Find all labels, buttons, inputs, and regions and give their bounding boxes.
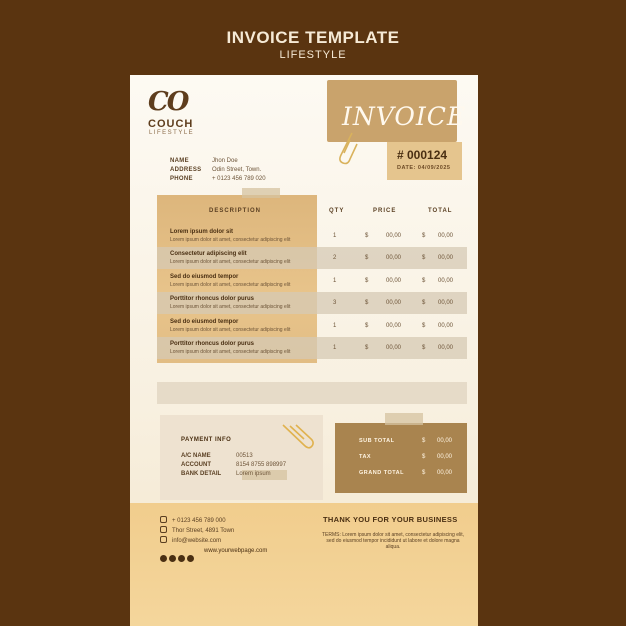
item-qty: 1 xyxy=(333,323,337,329)
item-price: 00,00 xyxy=(386,278,402,284)
brand-tagline: LIFESTYLE xyxy=(149,130,195,136)
item-total: 00,00 xyxy=(438,278,454,284)
subtotal-currency: $ xyxy=(422,438,426,444)
tax-currency: $ xyxy=(422,454,426,460)
payment-label: ACCOUNT xyxy=(181,462,211,468)
instagram-icon[interactable] xyxy=(160,555,167,562)
email-icon xyxy=(160,536,167,543)
col-price: PRICE xyxy=(373,208,397,214)
client-phone-value: + 0123 456 789 020 xyxy=(212,176,266,182)
payment-value: Lorem ipsum xyxy=(236,471,271,477)
logo-mark: CO xyxy=(148,87,188,117)
footer-email xyxy=(160,536,221,544)
tape xyxy=(242,188,280,198)
invoice-page xyxy=(130,75,478,626)
paperclip-icon xyxy=(336,130,358,166)
client-phone-row xyxy=(170,176,266,182)
tax-label: TAX xyxy=(359,454,372,460)
item-price-currency: $ xyxy=(365,323,369,329)
item-total: 00,00 xyxy=(438,323,454,329)
banner-subtitle: LIFESTYLE xyxy=(279,49,347,61)
social-icons xyxy=(160,548,196,566)
grand-total-label: GRAND TOTAL xyxy=(359,470,405,476)
grand-total-currency: $ xyxy=(422,470,426,476)
col-description: DESCRIPTION xyxy=(209,208,262,214)
phone-icon xyxy=(160,516,167,523)
location-icon xyxy=(160,526,167,533)
footer-address-text: Thor Street, 4891 Town xyxy=(172,528,235,534)
item-title: Sed do eiusmod tempor xyxy=(170,274,239,280)
empty-row xyxy=(157,382,467,404)
client-address-value: Odin Street, Town. xyxy=(212,167,262,173)
footer-phone xyxy=(160,516,226,524)
payment-heading: PAYMENT INFO xyxy=(181,437,232,443)
item-total-currency: $ xyxy=(422,300,426,306)
x-icon[interactable] xyxy=(178,555,185,562)
item-qty: 1 xyxy=(333,233,337,239)
payment-value: 00513 xyxy=(236,453,253,459)
item-qty: 1 xyxy=(333,345,337,351)
item-price: 00,00 xyxy=(386,323,402,329)
item-price-currency: $ xyxy=(365,278,369,284)
client-name-row xyxy=(170,158,238,164)
item-total-currency: $ xyxy=(422,345,426,351)
client-phone-label: PHONE xyxy=(170,176,193,182)
item-desc: Lorem ipsum dolor sit amet, consectetur adipiscing elit xyxy=(170,349,291,355)
col-qty: QTY xyxy=(329,208,345,214)
item-price: 00,00 xyxy=(386,233,402,239)
footer-phone-text: + 0123 456 789 000 xyxy=(172,518,226,524)
subtotal-value: 00,00 xyxy=(437,438,453,444)
item-total: 00,00 xyxy=(438,345,454,351)
tax-value: 00,00 xyxy=(437,454,453,460)
payment-row xyxy=(181,453,253,459)
item-price: 00,00 xyxy=(386,255,402,261)
thank-you-text: THANK YOU FOR YOUR BUSINESS xyxy=(323,515,458,524)
col-total: TOTAL xyxy=(428,208,453,214)
payment-row xyxy=(181,471,271,477)
item-price-currency: $ xyxy=(365,233,369,239)
item-price: 00,00 xyxy=(386,345,402,351)
banner-title: INVOICE TEMPLATE xyxy=(226,28,400,47)
client-address-label: ADDRESS xyxy=(170,167,202,173)
brand-name: COUCH xyxy=(148,118,194,130)
terms-text: TERMS: Lorem ipsum dolor sit amet, consectetur adipiscing elit, sed do eiusmod tempor incididunt ut labore et dolore magna aliqua. xyxy=(322,532,464,550)
item-qty: 2 xyxy=(333,255,337,261)
item-total-currency: $ xyxy=(422,278,426,284)
item-total-currency: $ xyxy=(422,233,426,239)
payment-row xyxy=(181,462,286,468)
item-title: Porttitor rhoncus dolor purus xyxy=(170,296,254,302)
client-name-value: Jhon Doe xyxy=(212,158,238,164)
invoice-number: # 000124 xyxy=(397,148,448,162)
item-title: Lorem ipsum dolor sit xyxy=(170,229,234,235)
payment-label: A/C NAME xyxy=(181,453,211,459)
item-desc: Lorem ipsum dolor sit amet, consectetur adipiscing elit xyxy=(170,304,291,310)
item-total: 00,00 xyxy=(438,300,454,306)
item-title: Sed do eiusmod tempor xyxy=(170,319,239,325)
item-price: 00,00 xyxy=(386,300,402,306)
grand-total-value: 00,00 xyxy=(437,470,453,476)
client-address-row xyxy=(170,167,261,173)
facebook-icon[interactable] xyxy=(169,555,176,562)
item-desc: Lorem ipsum dolor sit amet, consectetur adipiscing elit xyxy=(170,327,291,333)
item-title: Consectetur adipiscing elit xyxy=(170,251,247,257)
paperclip-icon xyxy=(280,421,314,451)
item-total-currency: $ xyxy=(422,323,426,329)
item-price-currency: $ xyxy=(365,255,369,261)
footer-address xyxy=(160,526,234,534)
item-total-currency: $ xyxy=(422,255,426,261)
payment-label: BANK DETAIL xyxy=(181,471,222,477)
item-total: 00,00 xyxy=(438,255,454,261)
tape xyxy=(385,413,423,425)
whatsapp-icon[interactable] xyxy=(187,555,194,562)
item-desc: Lorem ipsum dolor sit amet, consectetur adipiscing elit xyxy=(170,237,291,243)
item-qty: 1 xyxy=(333,278,337,284)
item-price-currency: $ xyxy=(365,345,369,351)
item-desc: Lorem ipsum dolor sit amet, consectetur adipiscing elit xyxy=(170,259,291,265)
client-name-label: NAME xyxy=(170,158,189,164)
item-desc: Lorem ipsum dolor sit amet, consectetur adipiscing elit xyxy=(170,282,291,288)
item-total: 00,00 xyxy=(438,233,454,239)
item-title: Porttitor rhoncus dolor purus xyxy=(170,341,254,347)
invoice-title: INVOICE xyxy=(342,102,467,131)
payment-value: 8154 8755 898997 xyxy=(236,462,287,468)
subtotal-label: SUB TOTAL xyxy=(359,438,395,444)
invoice-date: DATE: 04/09/2025 xyxy=(397,165,451,171)
footer-website[interactable]: www.yourwebpage.com xyxy=(204,548,268,554)
item-qty: 3 xyxy=(333,300,337,306)
item-price-currency: $ xyxy=(365,300,369,306)
footer-email-text: info@website.com xyxy=(172,538,222,544)
